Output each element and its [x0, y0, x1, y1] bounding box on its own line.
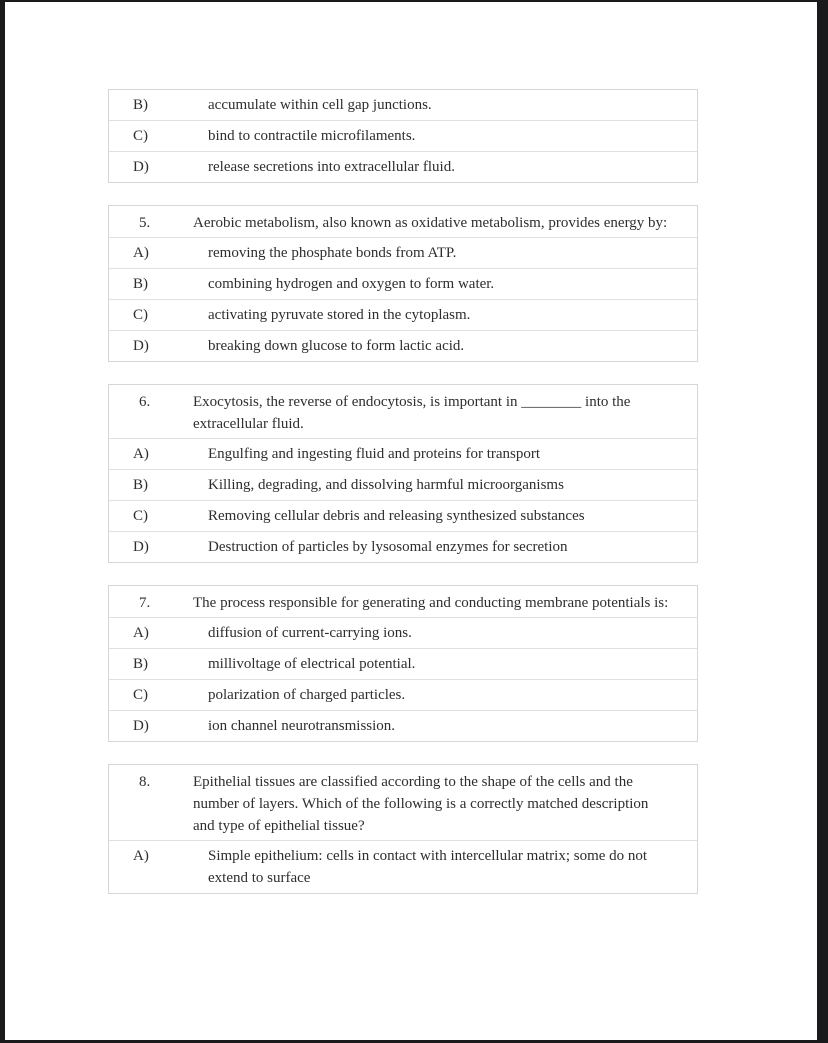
answer-option-row [109, 710, 697, 741]
quiz-content [108, 89, 698, 916]
question-block-7 [108, 585, 698, 742]
answer-option-row [109, 679, 697, 710]
question-number: 6. [139, 394, 151, 410]
document-page [5, 2, 817, 1040]
option-text: Engulfing and ingesting fluid and proteins for transport [208, 446, 541, 462]
option-text: Killing, degrading, and dissolving harmful microorganisms [208, 477, 564, 493]
answer-option-row [109, 237, 697, 268]
question-number: 8. [139, 774, 151, 790]
option-letter: B) [133, 477, 148, 493]
option-letter: D) [133, 159, 149, 175]
answer-option-row [109, 268, 697, 299]
answer-option-row [109, 438, 697, 469]
answer-option-row [109, 151, 697, 182]
option-text: Removing cellular debris and releasing synthesized substances [208, 508, 585, 524]
question-block-5 [108, 205, 698, 362]
question-block-6 [108, 384, 698, 563]
answer-option-row [109, 840, 697, 893]
question-number: 7. [139, 595, 151, 611]
answer-option-row [109, 469, 697, 500]
answer-option-row [109, 330, 697, 361]
answer-option-row [109, 531, 697, 562]
option-text: polarization of charged particles. [208, 687, 406, 703]
option-letter: D) [133, 338, 149, 354]
question-text: Aerobic metabolism, also known as oxidative metabolism, provides energy by: [193, 215, 668, 231]
option-letter: C) [133, 687, 148, 703]
option-letter: A) [133, 625, 149, 641]
option-letter: C) [133, 128, 148, 144]
option-text: combining hydrogen and oxygen to form water. [208, 276, 495, 292]
option-letter: D) [133, 718, 149, 734]
option-text: removing the phosphate bonds from ATP. [208, 245, 457, 261]
question-block-partial [108, 89, 698, 183]
option-text: activating pyruvate stored in the cytoplasm. [208, 307, 471, 323]
option-text: Simple epithelium: cells in contact with intercellular matrix; some do not extend to surface [208, 848, 648, 886]
option-text: bind to contractile microfilaments. [208, 128, 416, 144]
question-text: Exocytosis, the reverse of endocytosis, is important in ________ into the extracellular fluid. [193, 394, 631, 432]
option-letter: B) [133, 97, 148, 113]
question-row [109, 385, 697, 438]
option-text: Destruction of particles by lysosomal enzymes for secretion [208, 539, 568, 555]
question-row [109, 586, 697, 617]
option-text: ion channel neurotransmission. [208, 718, 396, 734]
option-letter: A) [133, 848, 149, 864]
option-letter: C) [133, 508, 148, 524]
answer-option-row [109, 120, 697, 151]
option-text: accumulate within cell gap junctions. [208, 97, 432, 113]
option-text: release secretions into extracellular fluid. [208, 159, 455, 175]
answer-option-row [109, 617, 697, 648]
option-text: breaking down glucose to form lactic acid. [208, 338, 465, 354]
question-number: 5. [139, 215, 151, 231]
answer-option-row [109, 500, 697, 531]
option-letter: C) [133, 307, 148, 323]
option-text: diffusion of current-carrying ions. [208, 625, 412, 641]
answer-option-row [109, 90, 697, 120]
option-letter: A) [133, 245, 149, 261]
option-letter: D) [133, 539, 149, 555]
question-text: The process responsible for generating and conducting membrane potentials is: [193, 595, 669, 611]
question-row [109, 765, 697, 840]
answer-option-row [109, 299, 697, 330]
option-text: millivoltage of electrical potential. [208, 656, 416, 672]
option-letter: B) [133, 276, 148, 292]
question-text: Epithelial tissues are classified according to the shape of the cells and the number of layers. Which of the following is a correctly matched description and type of epithelial tissue? [193, 774, 649, 834]
option-letter: A) [133, 446, 149, 462]
answer-option-row [109, 648, 697, 679]
question-row [109, 206, 697, 237]
question-block-8 [108, 764, 698, 894]
option-letter: B) [133, 656, 148, 672]
